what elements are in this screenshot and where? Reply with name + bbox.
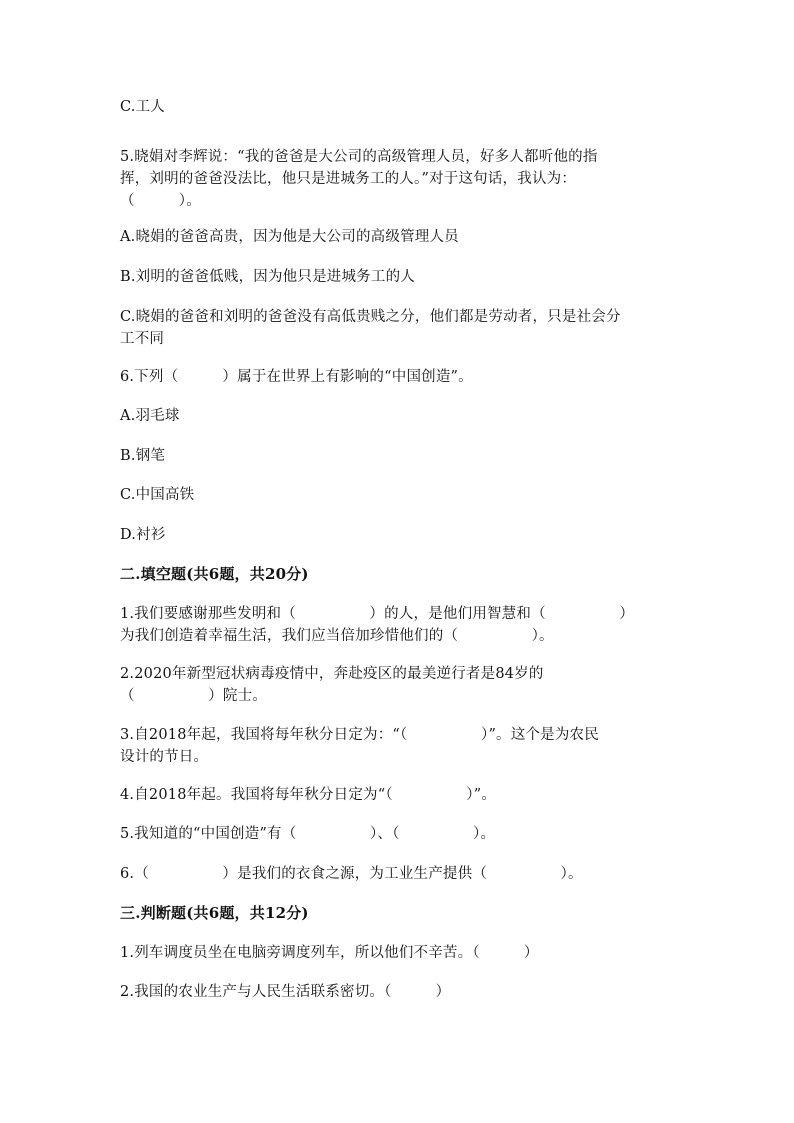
s2-q3-line2: 设计的节日。 bbox=[120, 749, 209, 765]
s2-q1-line1: 1.我们要感谢那些发明和（ ）的人，是他们用智慧和（ ） bbox=[120, 606, 635, 622]
q6-option-a: A.羽毛球 bbox=[120, 408, 180, 424]
s2-q5: 5.我知道的“中国创造”有（ ）、（ ）。 bbox=[120, 826, 496, 842]
s3-q1: 1.列车调度员坐在电脑旁调度列车，所以他们不辛苦。（ ） bbox=[120, 945, 539, 961]
section2-title: 二.填空题(共6题，共20分) bbox=[120, 565, 309, 583]
q6-option-b: B.钢笔 bbox=[120, 448, 166, 464]
q5-option-a: A.晓娟的爸爸高贵，因为他是大公司的高级管理人员 bbox=[120, 229, 459, 245]
s2-q3-line1: 3.自2018年起，我国将每年秋分日定为：“（ ）”。这个是为农民 bbox=[120, 727, 599, 743]
q4-option-c: C.工人 bbox=[120, 99, 165, 115]
q5-option-c-line1: C.晓娟的爸爸和刘明的爸爸没有高低贵贱之分，他们都是劳动者，只是社会分 bbox=[120, 309, 621, 325]
s2-q2-line2: （ ）院士。 bbox=[120, 688, 267, 704]
s3-q2: 2.我国的农业生产与人民生活联系密切。（ ） bbox=[120, 984, 451, 1000]
s2-q6: 6.（ ）是我们的衣食之源，为工业生产提供（ ）。 bbox=[120, 866, 583, 882]
q6-option-c: C.中国高铁 bbox=[120, 487, 195, 503]
q5-option-c-line2: 工不同 bbox=[120, 331, 165, 347]
q5-stem-line3: （ ）。 bbox=[120, 193, 201, 209]
q5-stem-line2: 挥，刘明的爸爸没法比，他只是进城务工的人。”对于这句话，我认为： bbox=[120, 171, 577, 187]
section3-title: 三.判断题(共6题，共12分) bbox=[120, 904, 309, 922]
s2-q1-line2: 为我们创造着幸福生活，我们应当倍加珍惜他们的（ ）。 bbox=[120, 628, 554, 644]
s2-q2-line1: 2.2020年新型冠状病毒疫情中，奔赴疫区的最美逆行者是84岁的 bbox=[120, 666, 544, 682]
s2-q4: 4.自2018年起。我国将每年秋分日定为“（ ）”。 bbox=[120, 787, 497, 803]
q5-stem-line1: 5.晓娟对李辉说：“我的爸爸是大公司的高级管理人员，好多人都听他的指 bbox=[120, 149, 598, 165]
q6-option-d: D.衬衫 bbox=[120, 527, 166, 543]
q5-option-b: B.刘明的爸爸低贱，因为他只是进城务工的人 bbox=[120, 269, 415, 285]
q6-stem: 6.下列（ ）属于在世界上有影响的“中国创造”。 bbox=[120, 369, 473, 385]
